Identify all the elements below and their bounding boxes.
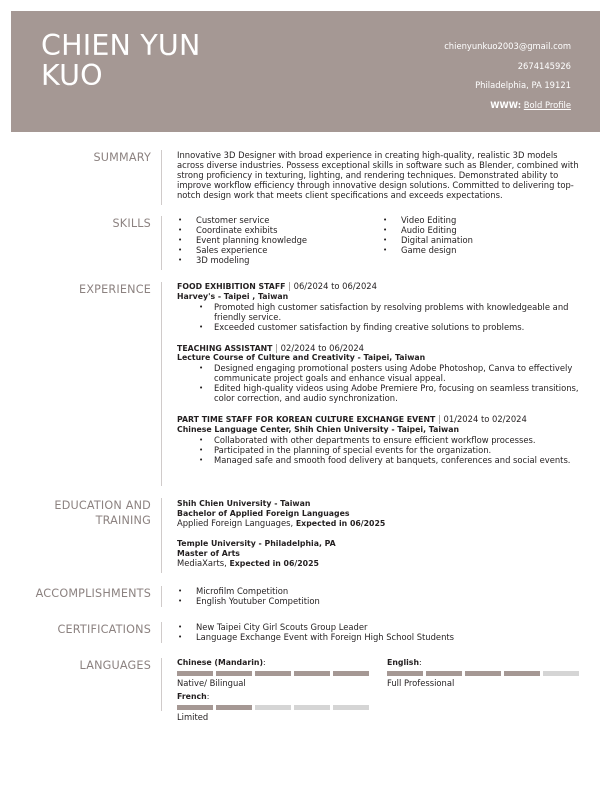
field-name: Applied Foreign Languages,	[177, 517, 296, 528]
job-bullets	[177, 436, 587, 466]
job-organization: Lecture Course of Culture and Creativity - Taipei, Taiwan	[177, 353, 426, 363]
proficiency-segment-empty	[333, 705, 369, 710]
section-divider	[161, 586, 162, 607]
job-header	[177, 282, 587, 292]
proficiency-bar	[387, 671, 583, 676]
job-bullet: • Exceeded customer satisfaction by finding creative solutions to problems.	[177, 323, 587, 333]
job-header	[177, 415, 587, 425]
job-title: TEACHING ASSISTANT	[177, 343, 273, 353]
proficiency-level: Full Professional	[387, 678, 455, 688]
job-dates: 06/2024 to 06/2024	[293, 281, 377, 291]
language-name-row	[177, 692, 373, 702]
language-name-row	[177, 658, 373, 668]
skill-item: • 3D modeling	[177, 256, 382, 266]
section-divider	[161, 622, 162, 643]
job-organization: Chinese Language Center, Shih Chien University - Taipei, Taiwan	[177, 424, 460, 434]
job-organization: Harvey's - Taipei , Taiwan	[177, 291, 289, 301]
field-name: MediaXarts,	[177, 557, 230, 568]
skill-item: • Video Editing	[382, 216, 587, 226]
language-name-row	[387, 658, 583, 668]
job-bullet: • Designed engaging promotional posters using Adobe Photoshop, Canva to effectively communicate project goals and enhance visual appeal.	[177, 364, 587, 384]
website-label: WWW:	[490, 99, 522, 110]
education-entry	[177, 499, 587, 529]
section-divider	[161, 150, 162, 205]
skill-item: • Customer service	[177, 216, 382, 226]
skills-list	[177, 216, 587, 266]
proficiency-segment-filled	[333, 671, 369, 676]
job-separator: |	[272, 342, 281, 353]
job-separator: |	[285, 281, 294, 291]
proficiency-segment-filled	[216, 705, 252, 710]
email[interactable]: chienyunkuo2003@gmail.com	[444, 41, 571, 51]
candidate-name	[41, 31, 201, 91]
certifications-list	[177, 623, 587, 643]
resume-header	[11, 11, 600, 132]
skill-item: • Audio Editing	[382, 226, 587, 236]
location: Philadelphia, PA 19121	[475, 80, 571, 90]
job-bullet: • Participated in the planning of special events for the organization.	[177, 446, 587, 456]
skills-column-1	[177, 216, 382, 266]
skill-item: • Coordinate exhibits	[177, 226, 382, 236]
job-bullet: • Collaborated with other departments to ensure efficient workflow processes.	[177, 436, 587, 446]
skills-column-2	[382, 216, 587, 266]
skill-item: • Event planning knowledge	[177, 236, 382, 246]
proficiency-segment-empty	[255, 705, 291, 710]
education-list	[177, 499, 587, 578]
languages-list	[177, 658, 587, 722]
skill-item: • Digital animation	[382, 236, 587, 246]
job-bullet: • Managed safe and smooth food delivery at banquets, conferences and social events.	[177, 456, 587, 466]
proficiency-level: Limited	[177, 712, 209, 722]
certification-item: • Language Exchange Event with Foreign High School Students	[177, 633, 587, 643]
section-label-accomplishments: ACCOMPLISHMENTS	[35, 587, 151, 600]
website-link[interactable]: Bold Profile	[523, 99, 571, 110]
degree: Master of Arts	[177, 548, 240, 558]
job-dates: 02/2024 to 06/2024	[280, 342, 364, 353]
accomplishment-item: • English Youtuber Competition	[177, 597, 587, 607]
section-label-summary: SUMMARY	[93, 151, 151, 164]
language-entry	[387, 658, 583, 688]
language-colon: :	[263, 658, 266, 667]
contact-info	[444, 37, 571, 115]
proficiency-segment-empty	[294, 705, 330, 710]
proficiency-segment-filled	[255, 671, 291, 676]
certification-item: • New Taipei City Girl Scouts Group Leader	[177, 623, 587, 633]
school-name: Temple University - Philadelphia, PA	[177, 538, 336, 548]
experience-list	[177, 282, 587, 477]
school-name: Shih Chien University - Taiwan	[177, 499, 311, 508]
proficiency-segment-filled	[426, 671, 462, 676]
name-line-1: CHIEN YUN	[41, 29, 201, 62]
language-colon: :	[206, 692, 210, 701]
proficiency-segment-filled	[465, 671, 501, 676]
phone: 2674145926	[517, 60, 571, 71]
accomplishments-list-wrap	[177, 587, 587, 607]
skill-item: • Sales experience	[177, 246, 382, 256]
language-colon: :	[419, 658, 422, 667]
proficiency-bar	[177, 671, 373, 676]
summary-text: Innovative 3D Designer with broad experience in creating high-quality, realistic 3D models across diverse industries. Possess exceptional skills in software such as Blender, combined with strong proficiency in texturing, lighting, and rendering techniques. Demonstrated ability to improve workflow efficiency through innovative design solutions. Committed to delivering top-notch design work that meets client specifications and exceeds expectations.	[177, 150, 579, 200]
section-divider	[161, 658, 162, 711]
section-divider	[161, 498, 162, 573]
job-entry	[177, 344, 587, 404]
language-name: Chinese (Mandarin)	[177, 658, 264, 667]
job-title: PART TIME STAFF FOR KOREAN CULTURE EXCHANGE EVENT	[177, 414, 436, 424]
job-title: FOOD EXHIBITION STAFF	[177, 282, 286, 291]
section-label-skills: SKILLS	[112, 217, 151, 230]
accomplishments-list	[177, 587, 587, 607]
job-entry	[177, 415, 587, 466]
language-name: French	[177, 692, 207, 701]
job-separator: |	[435, 413, 444, 424]
education-label-line-2: TRAINING	[95, 514, 151, 527]
proficiency-segment-filled	[177, 671, 213, 676]
language-name: English	[387, 658, 419, 667]
job-bullet: • Edited high-quality videos using Adobe Premiere Pro, focusing on seamless transitions, color correction, and audio synchronization.	[177, 384, 587, 404]
field-of-study	[177, 519, 587, 529]
proficiency-segment-empty	[543, 671, 579, 676]
education-entry	[177, 539, 587, 569]
accomplishment-item: • Microfilm Competition	[177, 587, 587, 597]
section-divider	[161, 216, 162, 270]
job-bullet: • Promoted high customer satisfaction by resolving problems with knowledgeable and friendly service.	[177, 303, 587, 323]
section-label-certifications: CERTIFICATIONS	[57, 623, 151, 636]
job-bullets	[177, 303, 587, 333]
certifications-list-wrap	[177, 623, 587, 643]
proficiency-segment-filled	[216, 671, 252, 676]
language-entry	[177, 658, 373, 688]
expected-date: Expected in 06/2025	[229, 558, 319, 568]
degree: Bachelor of Applied Foreign Languages	[177, 508, 350, 518]
section-label-languages: LANGUAGES	[79, 659, 151, 672]
proficiency-segment-filled	[177, 705, 213, 710]
proficiency-segment-filled	[294, 671, 330, 676]
website-row	[444, 96, 571, 116]
section-label-experience: EXPERIENCE	[79, 283, 151, 296]
proficiency-bar	[177, 705, 373, 710]
section-divider	[161, 282, 162, 486]
job-dates: 01/2024 to 02/2024	[443, 413, 527, 424]
name-line-2: KUO	[41, 59, 103, 92]
job-bullets	[177, 364, 587, 404]
job-entry	[177, 282, 587, 333]
proficiency-level: Native/ Bilingual	[177, 678, 246, 688]
job-header	[177, 344, 587, 354]
languages-section	[0, 658, 612, 722]
section-label-education	[54, 498, 151, 528]
proficiency-segment-filled	[387, 671, 423, 676]
language-entry	[177, 692, 373, 722]
education-label-line-1: EDUCATION AND	[54, 499, 151, 512]
proficiency-segment-filled	[504, 671, 540, 676]
field-of-study	[177, 559, 587, 569]
expected-date: Expected in 06/2025	[295, 518, 386, 528]
skill-item: • Game design	[382, 246, 587, 256]
